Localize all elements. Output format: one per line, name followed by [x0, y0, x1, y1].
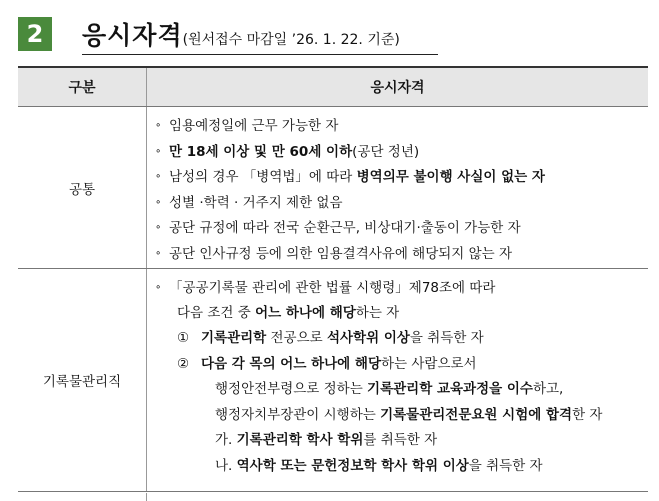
section-number-badge: 2 — [18, 17, 52, 51]
category-records: 기록물관리직 — [18, 269, 147, 492]
text: 다음 조건 중 — [177, 304, 256, 321]
bold-text: 기록물관리전문요원 시험에 합격 — [380, 406, 573, 423]
list-item — [155, 326, 648, 352]
text: 성별 ·학력 · 거주지 제한 없음 — [169, 194, 343, 211]
bullet-icon: ∘ — [155, 171, 162, 182]
records-sub2 — [155, 403, 648, 429]
header-category: 구분 — [18, 67, 147, 107]
records-line2 — [155, 301, 648, 327]
text: 공단 규정에 따라 전국 순환근무, 비상대기·출동이 가능한 자 — [169, 219, 521, 236]
header-content: 응시자격 — [147, 67, 649, 107]
bold-text: 다음 각 목의 어느 하나에 해당 — [201, 355, 381, 372]
text: 행정안전부령으로 정하는 — [215, 381, 368, 397]
bullet-icon: ∘ — [155, 145, 162, 157]
text: 하고, — [532, 381, 564, 397]
common-list — [147, 107, 648, 268]
bullet-icon: ∘ — [155, 196, 162, 208]
list-item — [155, 139, 648, 165]
text: 하는 사람으로서 — [381, 355, 477, 372]
table-header-row — [18, 67, 648, 107]
bold-text: 어느 하나에 해당 — [255, 304, 356, 321]
bold-text: 병역의무 불이행 사실이 없는 자 — [356, 168, 545, 185]
text: 행정자치부장관이 시행하는 — [215, 406, 381, 423]
section-title-text: 응시자격 — [82, 21, 183, 50]
table-row-records — [18, 269, 648, 492]
text: 을 취득한 자 — [468, 457, 543, 474]
bold-text: 만 18세 이상 및 만 60세 이하 — [169, 143, 353, 160]
content-records — [147, 269, 649, 492]
text: 가. — [215, 432, 237, 448]
bold-text: 석사학위 이상 — [326, 330, 410, 346]
bold-text: 역사학 또는 문헌정보학 학사 학위 이상 — [236, 457, 469, 474]
section-title — [82, 16, 400, 52]
circled-number-2: ② — [177, 355, 190, 372]
list-item — [155, 190, 648, 216]
records-opt2 — [201, 356, 477, 372]
records-sub4 — [155, 454, 648, 480]
list-item — [155, 113, 648, 139]
text: 하는 자 — [355, 304, 400, 321]
text: 를 취득한 자 — [363, 432, 438, 448]
text: 임용예정일에 근무 가능한 자 — [169, 117, 339, 134]
bullet-icon: ∘ — [155, 282, 162, 293]
list-item — [155, 275, 648, 301]
bullet-icon: ∘ — [155, 222, 162, 233]
text: (공단 정년) — [352, 143, 420, 160]
circled-number-1: ① — [177, 330, 190, 346]
section-subtitle: (원서접수 마감일 ’26. 1. 22. 기준) — [182, 32, 400, 48]
records-sub3 — [155, 428, 648, 454]
text: 을 취득한 자 — [409, 330, 484, 346]
title-underline — [82, 54, 438, 55]
text: 한 자 — [572, 406, 603, 423]
text: 공단 인사규정 등에 의한 임용결격사유에 해당되지 않는 자 — [169, 245, 513, 262]
text: 전공으로 — [266, 330, 327, 346]
text: 나. — [215, 457, 237, 474]
list-item — [155, 164, 648, 190]
section-header — [18, 14, 648, 54]
bold-text: 기록관리학 학사 학위 — [236, 432, 364, 448]
records-list — [147, 275, 648, 481]
records-line1: 「공공기록물 관리에 관한 법률 시행령」제78조에 따라 — [169, 279, 496, 296]
text: 남성의 경우 「병역법」에 따라 — [169, 168, 357, 185]
list-item — [155, 215, 648, 241]
bold-text: 기록관리학 — [201, 330, 267, 346]
bullet-icon: ∘ — [155, 120, 162, 131]
records-sub1 — [155, 377, 648, 403]
table-row-common — [18, 107, 648, 269]
table-continuation-line — [146, 493, 147, 501]
bold-text: 기록관리학 교육과정을 이수 — [367, 381, 533, 397]
category-common: 공통 — [18, 107, 147, 269]
content-common — [147, 107, 649, 269]
bullet-icon: ∘ — [155, 247, 162, 259]
list-item — [155, 241, 648, 267]
list-item — [155, 352, 648, 378]
qualification-table — [18, 66, 648, 492]
records-opt1 — [201, 330, 484, 346]
